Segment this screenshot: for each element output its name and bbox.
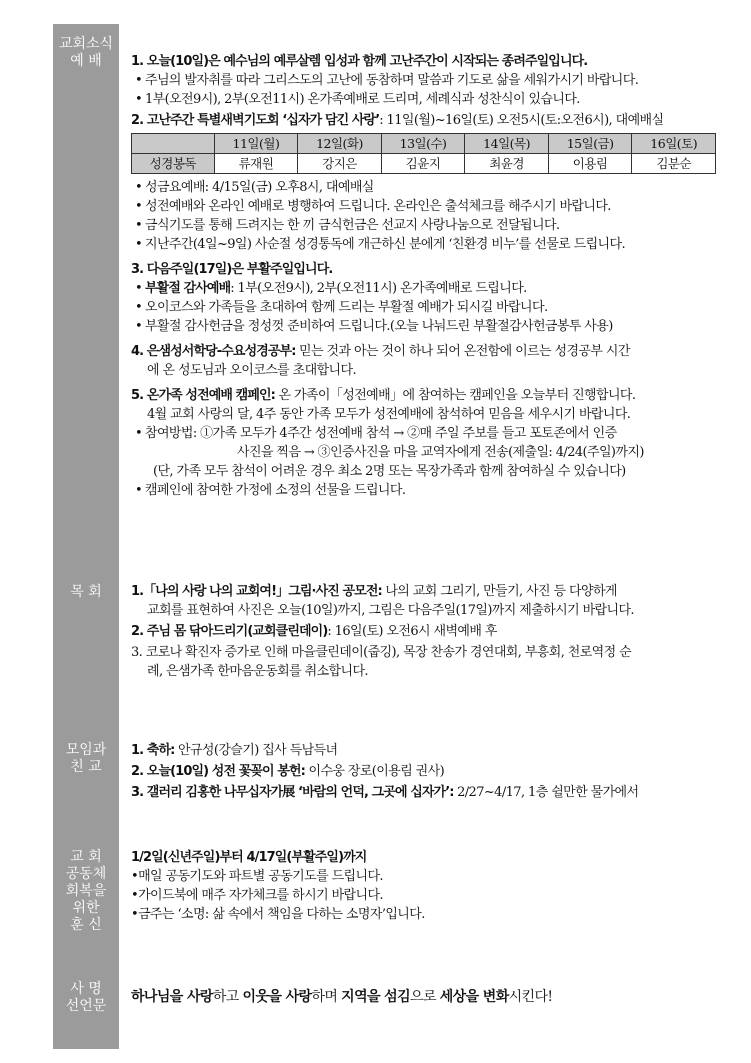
- item-text: 이수웅 장로(이용림 권사): [304, 764, 445, 779]
- worship-content: [131, 52, 716, 502]
- mission-phrase: 하나님을 사랑: [131, 989, 213, 1005]
- section-label-line: 선언문: [65, 998, 107, 1014]
- community-line: •매일 공동기도와 파트별 공동기도를 드립니다.: [131, 869, 383, 884]
- section-label-line: 회복을: [65, 883, 107, 899]
- item-text: 나의 교회 그리기, 만들기, 사진 등 다양하게: [381, 584, 617, 599]
- reading-schedule-table: [131, 133, 716, 174]
- fellowship-item-1: [131, 741, 716, 760]
- section-label-line: 위한: [72, 900, 100, 916]
- fellowship-item-2: [131, 762, 716, 781]
- bullet-heading: 부활절 감사예배: [145, 281, 231, 296]
- item-text: 4월 교회 사랑의 달, 4주 동안 가족 모두가 성전예배에 참석하여 믿음을 세우시기 바랍니다.: [147, 407, 631, 422]
- bullet-line: • 오이코스와 가족들을 초대하여 함께 드리는 부활절 예배가 되시길 바랍니다.: [131, 298, 716, 317]
- section-label-mission: [53, 981, 119, 1015]
- table-row-label: 성경봉독: [132, 154, 215, 174]
- worship-item-1: [131, 52, 716, 109]
- worship-item-4: [131, 342, 716, 380]
- bullet-line: • 금식기도를 통해 드려지는 한 끼 금식헌금은 선교지 사랑나눔으로 전달됩니다.: [131, 216, 716, 235]
- table-day-cell: 11일(월): [214, 134, 298, 154]
- item-heading: 3. 갤러리 김홍한 나무십자가展 ‘바람의 언덕, 그곳에 십자가’:: [131, 785, 454, 800]
- pastoral-item-2: [131, 622, 716, 641]
- item-text: 에 온 성도님과 오이코스를 초대합니다.: [147, 363, 356, 378]
- table-cell: 김분순: [632, 154, 716, 174]
- section-label-line: 교회소식: [58, 36, 114, 52]
- community-line: •가이드북에 매주 자가체크를 하시기 바랍니다.: [131, 888, 383, 903]
- mission-phrase: 지역을 섬김: [341, 989, 411, 1005]
- item-text: 안규성(강슬기) 집사 득남득녀: [174, 743, 338, 758]
- section-label-fellowship: [53, 742, 119, 776]
- table-cell: 최윤경: [465, 154, 549, 174]
- table-cell: 류재원: [214, 154, 298, 174]
- fellowship-content: [131, 741, 716, 804]
- item-heading: 1. 오늘(10일)은 예수님의 예루살렘 입성과 함께 고난주간이 시작되는 종려주일입니다.: [131, 54, 588, 69]
- item-text: 2/27~4/17, 1층 쉴만한 물가에서: [453, 785, 639, 800]
- mission-text: 하며: [311, 989, 342, 1005]
- bullet-line: • 1부(오전9시), 2부(오전11시) 온가족예배로 드리며, 세례식과 성찬식이 있습니다.: [131, 90, 716, 109]
- pastoral-item-1: [131, 582, 716, 620]
- table-cell: 이용림: [548, 154, 632, 174]
- item-text: 믿는 것과 아는 것이 하나 되어 온전함에 이르는 성경공부 시간: [295, 344, 630, 359]
- item-heading: 5. 온가족 성전예배 캠페인:: [131, 388, 275, 403]
- bullet-line: • 부활절 감사헌금을 정성껏 준비하여 드립니다.(오늘 나눠드린 부활절감사헌금봉투 사용): [131, 317, 716, 336]
- section-label-line: 친 교: [70, 759, 102, 775]
- table-day-cell: 15일(금): [548, 134, 632, 154]
- bullet-line: • 참여방법: ①가족 모두가 4주간 성전예배 참석 → ②매 주일 주보를 들고 포토존에서 인증: [131, 424, 716, 443]
- item-text: 교회를 표현하여 사진은 오늘(10일)까지, 그림은 다음주일(17일)까지 제출하시기 바랍니다.: [147, 603, 634, 618]
- bullet-line: • 주님의 발자취를 따라 그리스도의 고난에 동참하며 말씀과 기도로 삶을 세워가시기 바랍니다.: [131, 71, 716, 90]
- pastoral-content: [131, 582, 716, 683]
- community-content: [131, 848, 716, 924]
- note-line: (단, 가족 모두 참석이 어려운 경우 최소 2명 또는 목장가족과 함께 참여하실 수 있습니다): [153, 464, 626, 479]
- table-cell: 김윤지: [381, 154, 465, 174]
- table-corner-cell: [132, 134, 215, 154]
- item-text: : 11일(월)~16일(토) 오전5시(토:오전6시), 대예배실: [379, 113, 664, 128]
- bullet-continuation: 사진을 찍음 → ③인증사진을 마을 교역자에게 전송(제출일: 4/24(주일)까지): [237, 445, 644, 460]
- worship-item-5: [131, 386, 716, 500]
- worship-item-2: [131, 111, 716, 254]
- community-heading: 1/2일(신년주일)부터 4/17일(부활주일)까지: [131, 850, 367, 865]
- worship-item-3: [131, 260, 716, 336]
- item-heading: 2. 주님 몸 닦아드리기(교회클린데이): [131, 624, 328, 639]
- bullet-line: • 성금요예배: 4/15일(금) 오후8시, 대예배실: [131, 178, 716, 197]
- mission-text: 시킨다!: [508, 989, 553, 1005]
- bullet-text: : 1부(오전9시), 2부(오전11시) 온가족예배로 드립니다.: [230, 281, 527, 296]
- community-line: •금주는 ‘소명: 삶 속에서 책임을 다하는 소명자’입니다.: [131, 907, 425, 922]
- table-day-cell: 12일(화): [298, 134, 382, 154]
- bullet-line: • 캠페인에 참여한 가정에 소정의 선물을 드립니다.: [131, 481, 716, 500]
- fellowship-item-3: [131, 783, 716, 802]
- section-label-line: 교 회: [70, 849, 102, 865]
- item-heading: 2. 오늘(10일) 성전 꽃꽂이 봉헌:: [131, 764, 305, 779]
- item-heading: 2. 고난주간 특별새벽기도회 ‘십자가 담긴 사랑’: [131, 113, 380, 128]
- table-day-cell: 13일(수): [381, 134, 465, 154]
- section-label-community: [53, 849, 119, 934]
- item-text: 온 가족이「성전예배」에 참여하는 캠페인을 오늘부터 진행합니다.: [274, 388, 636, 403]
- section-label-worship: [53, 36, 119, 70]
- item-heading: 4. 은샘성서학당-수요성경공부:: [131, 344, 296, 359]
- section-label-line: 사 명: [70, 981, 102, 997]
- item-heading: 3. 다음주일(17일)은 부활주일입니다.: [131, 262, 333, 277]
- item-text: 례, 은샘가족 한마음운동회를 취소합니다.: [147, 664, 368, 679]
- section-label-line: 공동체: [65, 866, 107, 882]
- mission-phrase: 이웃을 사랑: [242, 989, 312, 1005]
- item-text: 3. 코로나 확진자 증가로 인해 마을클린데이(줍깅), 목장 찬송가 경연대회, 부흥회, 천로역정 순: [131, 645, 632, 660]
- mission-phrase: 세상을 변화: [439, 989, 509, 1005]
- section-label-line: 훈 신: [70, 917, 102, 933]
- section-label-pastoral: [53, 584, 119, 601]
- table-cell: 강지은: [298, 154, 382, 174]
- mission-text: 으로: [410, 989, 440, 1005]
- item-heading: 1.「나의 사랑 나의 교회여!」그림·사진 공모전:: [131, 584, 382, 599]
- section-label-line: 예 배: [70, 53, 102, 69]
- mission-statement: [131, 988, 716, 1007]
- bullet-line: • 성전예배와 온라인 예배로 병행하여 드립니다. 온라인은 출석체크를 해주시기 바랍니다.: [131, 197, 716, 216]
- section-label-line: 목 회: [70, 584, 102, 600]
- item-heading: 1. 축하:: [131, 743, 175, 758]
- mission-text: 하고: [212, 989, 243, 1005]
- section-label-line: 모임과: [65, 742, 107, 758]
- bullet-line: • 지난주간(4일~9일) 사순절 성경통독에 개근하신 분에게 ‘친환경 비누’를 선물로 드립니다.: [131, 235, 716, 254]
- table-header-row: [132, 134, 716, 154]
- table-row: [132, 154, 716, 174]
- pastoral-item-3: [131, 643, 716, 681]
- table-day-cell: 14일(목): [465, 134, 549, 154]
- item-text: : 16일(토) 오전6시 새벽예배 후: [327, 624, 497, 639]
- table-day-cell: 16일(토): [632, 134, 716, 154]
